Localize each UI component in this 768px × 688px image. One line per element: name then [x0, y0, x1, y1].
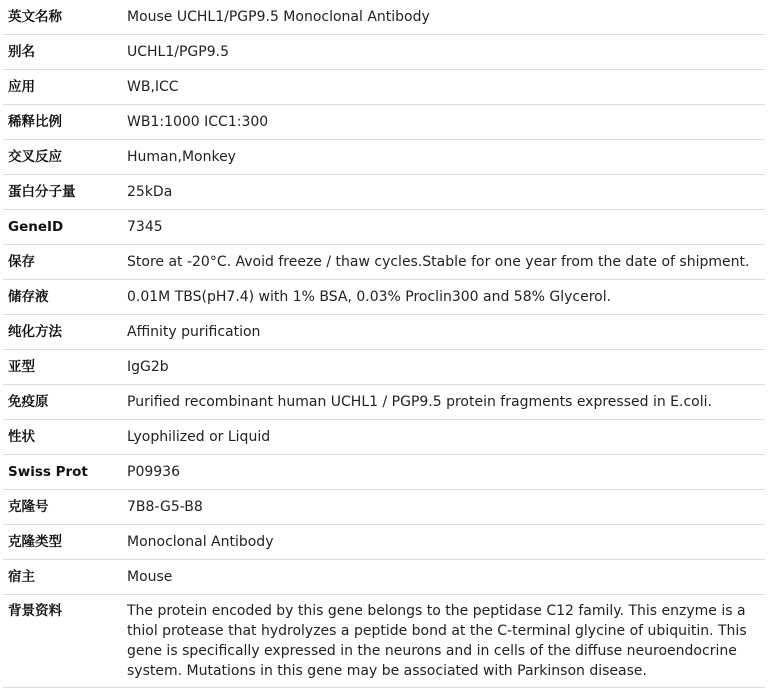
spec-key: GeneID	[3, 210, 118, 245]
spec-value: Human,Monkey	[118, 140, 765, 175]
spec-key: 纯化方法	[3, 315, 118, 350]
spec-row-molecular-weight	[3, 175, 765, 210]
spec-key: 应用	[3, 70, 118, 105]
spec-value: Lyophilized or Liquid	[118, 420, 765, 455]
spec-key: 交叉反应	[3, 140, 118, 175]
spec-value: Store at -20°C. Avoid freeze / thaw cycles.Stable for one year from the date of shipment.	[118, 245, 765, 280]
spec-key: 克隆类型	[3, 525, 118, 560]
spec-row-swiss-prot	[3, 455, 765, 490]
spec-row-clonality	[3, 525, 765, 560]
spec-row-isotype	[3, 350, 765, 385]
spec-key: 免疫原	[3, 385, 118, 420]
spec-key: 性状	[3, 420, 118, 455]
spec-row-purification	[3, 315, 765, 350]
spec-value: Monoclonal Antibody	[118, 525, 765, 560]
spec-row-host	[3, 560, 765, 595]
spec-value: Affinity purification	[118, 315, 765, 350]
spec-key: Swiss Prot	[3, 455, 118, 490]
spec-key: 别名	[3, 35, 118, 70]
spec-value: WB1:1000 ICC1:300	[118, 105, 765, 140]
spec-value: Purified recombinant human UCHL1 / PGP9.5 protein fragments expressed in E.coli.	[118, 385, 765, 420]
spec-value: IgG2b	[118, 350, 765, 385]
spec-row-storage	[3, 245, 765, 280]
spec-row-alias	[3, 35, 765, 70]
spec-value: 0.01M TBS(pH7.4) with 1% BSA, 0.03% Proclin300 and 58% Glycerol.	[118, 280, 765, 315]
spec-row-immunogen	[3, 385, 765, 420]
spec-row-form	[3, 420, 765, 455]
spec-value: 7B8-G5-B8	[118, 490, 765, 525]
spec-row-clone-number	[3, 490, 765, 525]
spec-value: P09936	[118, 455, 765, 490]
spec-value: 25kDa	[118, 175, 765, 210]
spec-key: 储存液	[3, 280, 118, 315]
spec-value: WB,ICC	[118, 70, 765, 105]
spec-row-dilution	[3, 105, 765, 140]
spec-key: 克隆号	[3, 490, 118, 525]
spec-key: 蛋白分子量	[3, 175, 118, 210]
spec-key: 稀释比例	[3, 105, 118, 140]
spec-value: 7345	[118, 210, 765, 245]
spec-value: Mouse UCHL1/PGP9.5 Monoclonal Antibody	[118, 0, 765, 35]
spec-row-application	[3, 70, 765, 105]
spec-row-gene-id	[3, 210, 765, 245]
spec-row-cross-reactivity	[3, 140, 765, 175]
spec-value: UCHL1/PGP9.5	[118, 35, 765, 70]
spec-key: 背景资料	[3, 595, 118, 688]
spec-key: 亚型	[3, 350, 118, 385]
spec-value: Mouse	[118, 560, 765, 595]
spec-row-background	[3, 595, 765, 688]
spec-key: 保存	[3, 245, 118, 280]
spec-key: 宿主	[3, 560, 118, 595]
product-spec-table	[3, 0, 765, 688]
spec-row-storage-buffer	[3, 280, 765, 315]
spec-key: 英文名称	[3, 0, 118, 35]
spec-row-english-name	[3, 0, 765, 35]
spec-value: The protein encoded by this gene belongs to the peptidase C12 family. This enzyme is a thiol protease that hydrolyzes a peptide bond at the C-terminal glycine of ubiquitin. This gene is specifically expressed in the neurons and in cells of the diffuse neuroendocrine system. Mutations in this gene may be associated with Parkinson disease.	[118, 595, 765, 688]
